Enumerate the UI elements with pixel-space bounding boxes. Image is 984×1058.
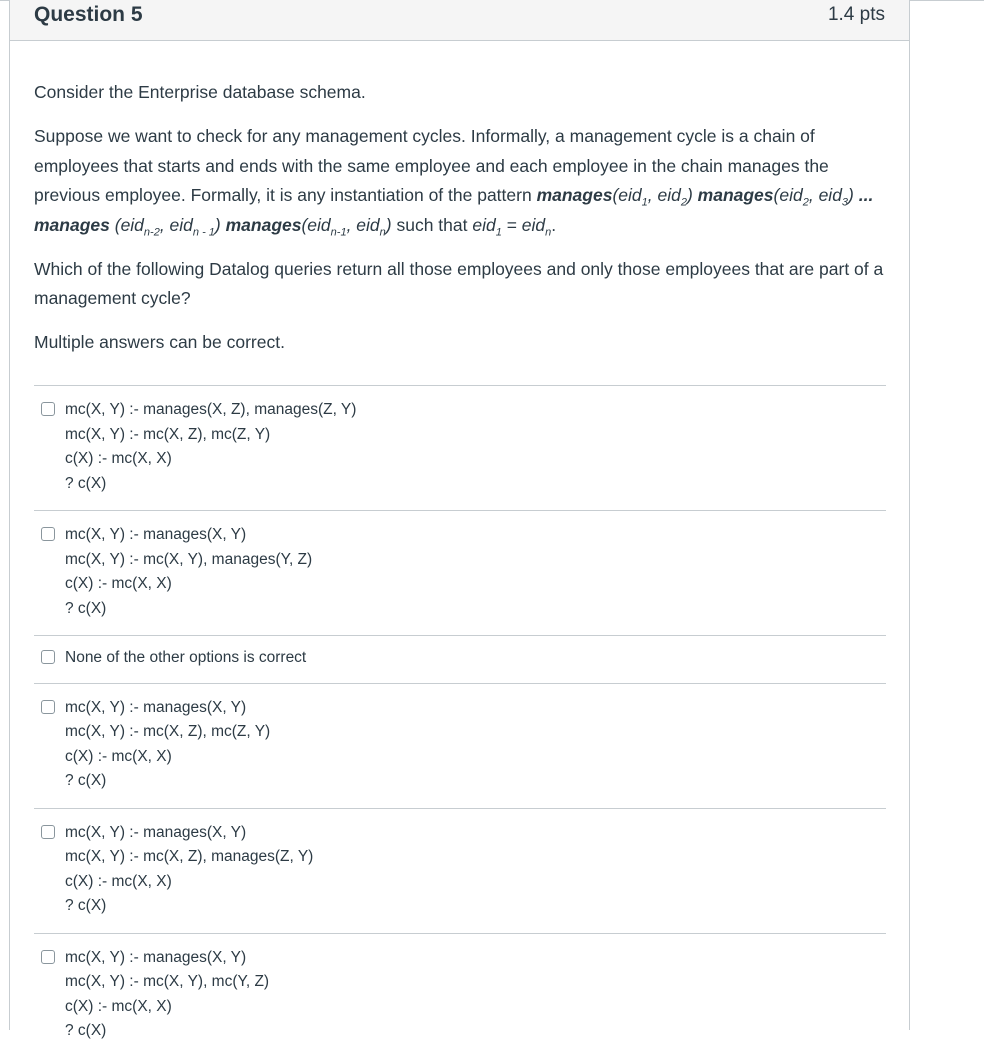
sentence-end: .	[551, 214, 557, 235]
manages-term-2: manages	[697, 185, 774, 205]
answer-line: mc(X, Y) :- manages(X, Y)	[65, 526, 247, 543]
answer-line: c(X) :- mc(X, X)	[65, 997, 172, 1015]
question-paragraph-cycle	[34, 122, 886, 240]
question-text	[34, 78, 886, 372]
manages-args-2c: )	[848, 185, 854, 205]
answer-option-1[interactable]	[34, 385, 886, 510]
manages-args-3c: )	[214, 214, 221, 235]
answer-line: c(X) :- mc(X, X)	[65, 872, 172, 890]
answer-checkbox-5[interactable]	[41, 825, 55, 839]
question-header	[10, 0, 909, 41]
answer-checkbox-2[interactable]	[41, 527, 55, 541]
answer-line: ? c(X)	[65, 772, 107, 789]
answer-line: mc(X, Y) :- manages(X, Y)	[65, 948, 247, 966]
eq-left: eid	[472, 214, 496, 235]
answer-option-2[interactable]	[34, 510, 886, 635]
answer-line: ? c(X)	[65, 474, 107, 492]
answer-checkbox-3[interactable]	[41, 650, 55, 664]
eq-sign: =	[501, 214, 522, 235]
manages-args-1b: , eid	[647, 185, 681, 205]
manages-args-4b: , eid	[346, 214, 380, 235]
question-title: Question 5	[34, 3, 143, 26]
eq-left-sub: 1	[495, 226, 502, 238]
answer-checkbox-1[interactable]	[41, 402, 55, 416]
answer-line: mc(X, Y) :- mc(X, Z), mc(Z, Y)	[65, 425, 271, 443]
question-card	[9, 0, 910, 1039]
manages-args-1c: )	[686, 185, 693, 205]
manages-args-1a: (eid	[612, 185, 642, 205]
question-prompt: Which of the following Datalog queries return all those employees and only those employees that are part of a management cycle?	[34, 258, 884, 308]
answer-line: ? c(X)	[65, 599, 107, 617]
ellipsis: ...	[853, 185, 874, 205]
manages-sub-1a: 1	[641, 196, 648, 209]
answer-line: c(X) :- mc(X, X)	[65, 747, 172, 765]
manages-sub-2b: 3	[841, 196, 849, 209]
eq-right-sub: n	[545, 226, 552, 238]
answer-line: mc(X, Y) :- manages(X, Z), manages(Z, Y)	[65, 401, 357, 418]
manages-args-3a: (eid	[109, 214, 144, 235]
manages-term-4: manages	[220, 214, 302, 235]
such-that-text: such that	[391, 214, 473, 235]
question-note: Multiple answers can be correct.	[34, 332, 285, 352]
manages-sub-3a: n-2	[143, 226, 160, 238]
answer-line: ? c(X)	[65, 1022, 107, 1039]
answer-line: mc(X, Y) :- manages(X, Y)	[65, 823, 247, 841]
manages-args-4a: (eid	[301, 214, 331, 235]
answer-line: mc(X, Y) :- mc(X, Z), manages(Z, Y)	[65, 848, 314, 865]
manages-args-4c: )	[385, 214, 392, 235]
answer-line: mc(X, Y) :- mc(X, Z), mc(Z, Y)	[65, 723, 271, 740]
manages-sub-3b: n - 1	[192, 226, 215, 238]
answer-option-5[interactable]	[34, 808, 886, 933]
cycle-description: Suppose we want to check for any management cycles. Informally, a management cycle is a chain of employees that starts and ends with the same employee and each employee in the chain manages the previous employee. Formally, it is any instantiation of the pattern	[34, 126, 829, 205]
answer-line: ? c(X)	[65, 897, 107, 914]
question-points: 1.4 pts	[827, 4, 885, 25]
answer-line: mc(X, Y) :- manages(X, Y)	[65, 698, 247, 716]
eq-right: eid	[521, 214, 546, 235]
answer-option-4[interactable]	[34, 683, 886, 808]
manages-term-3: manages	[34, 214, 110, 235]
manages-sub-4b: n	[379, 226, 386, 238]
answer-list	[34, 385, 886, 1058]
manages-sub-4a: n-1	[330, 226, 347, 238]
question-intro: Consider the Enterprise database schema.	[34, 82, 366, 102]
answer-checkbox-4[interactable]	[41, 700, 55, 714]
answer-option-3[interactable]	[34, 635, 886, 683]
manages-args-2a: (eid	[773, 185, 803, 205]
manages-args-2b: , eid	[808, 185, 842, 205]
manages-sub-2a: 2	[802, 196, 809, 209]
answer-checkbox-6[interactable]	[41, 950, 55, 964]
manages-sub-1b: 2	[680, 196, 687, 209]
answer-option-6[interactable]	[34, 933, 886, 1058]
answer-line: mc(X, Y) :- mc(X, Y), manages(Y, Z)	[65, 550, 313, 568]
answer-line: c(X) :- mc(X, X)	[65, 575, 172, 592]
manages-term-1: manages	[536, 185, 613, 205]
answer-line: mc(X, Y) :- mc(X, Y), mc(Y, Z)	[65, 973, 270, 990]
answer-line: c(X) :- mc(X, X)	[65, 450, 172, 467]
manages-args-3b: , eid	[159, 214, 193, 235]
answer-line: None of the other options is correct	[65, 649, 307, 666]
